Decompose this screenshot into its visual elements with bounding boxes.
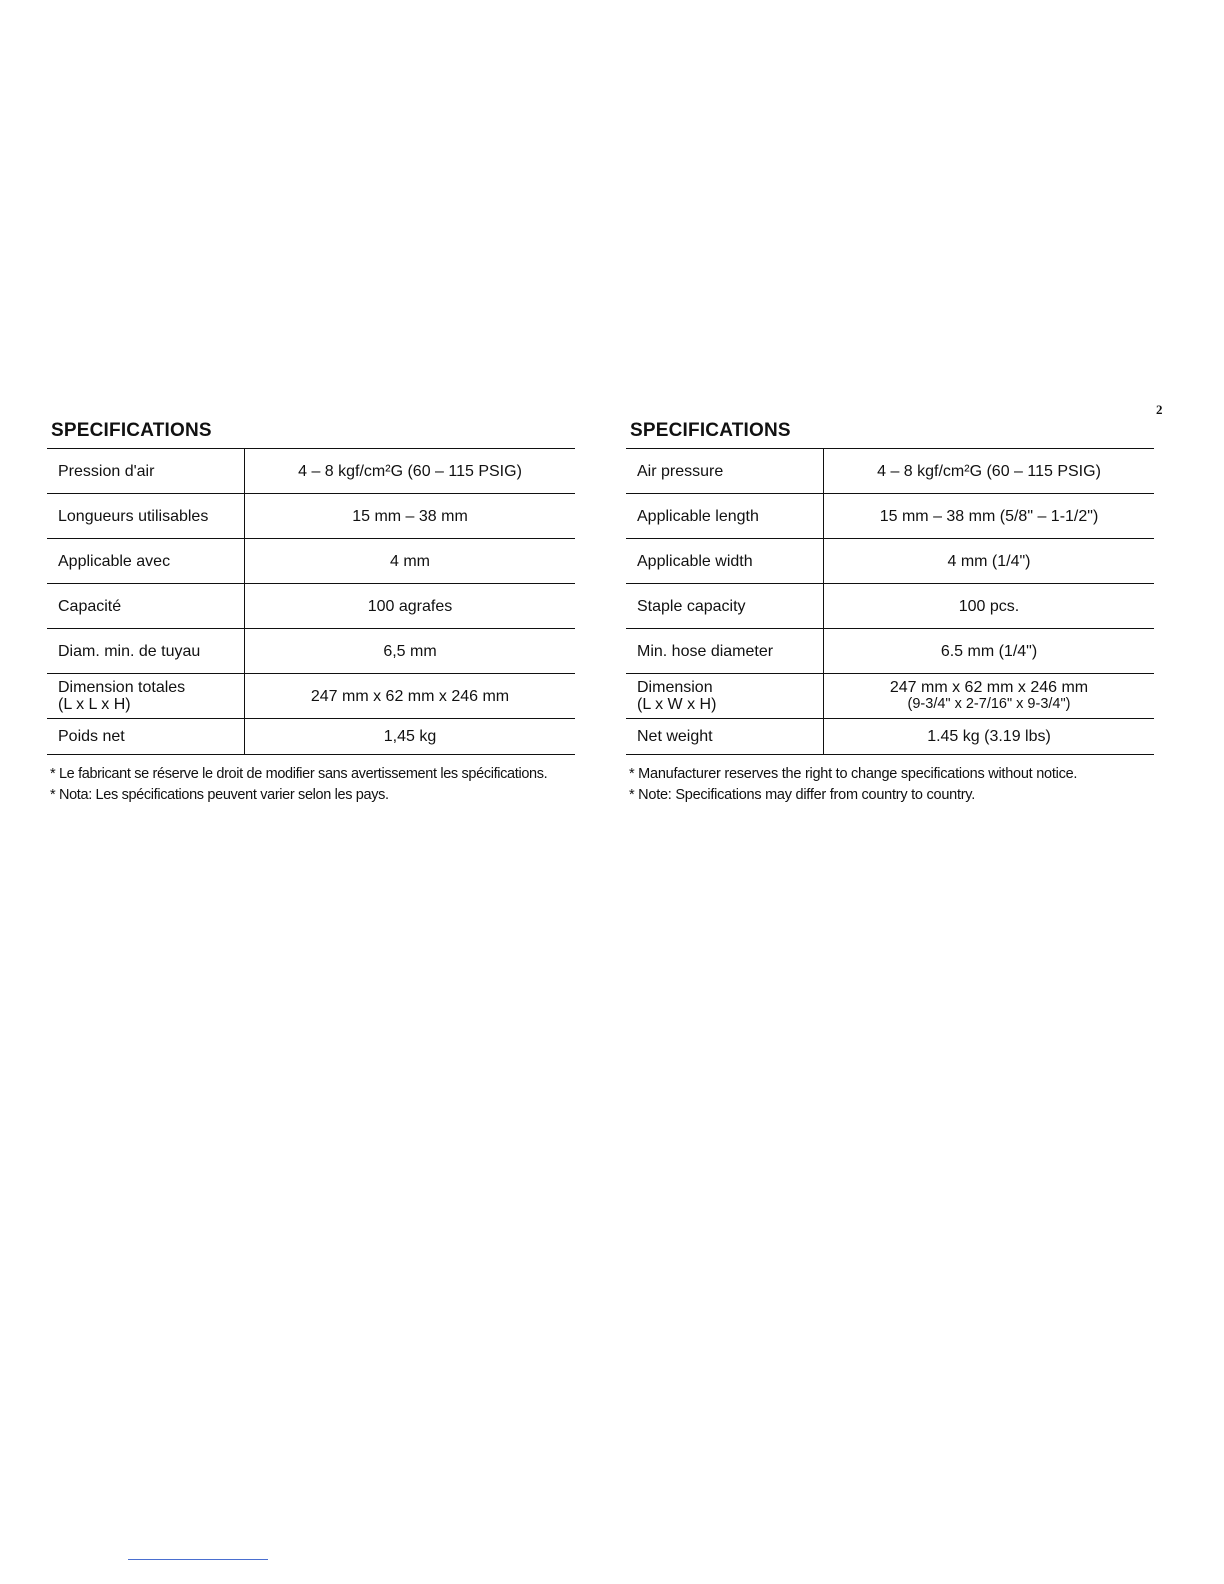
spec-label xyxy=(626,674,824,719)
table-row xyxy=(47,584,575,629)
spec-label-line: Dimension xyxy=(637,679,713,696)
spec-label: Capacité xyxy=(47,584,245,629)
table-row xyxy=(47,719,575,755)
footnotes xyxy=(47,764,575,806)
spec-value: 247 mm x 62 mm x 246 mm xyxy=(245,674,576,719)
spec-label xyxy=(47,674,245,719)
footnote: * Nota: Les spécifications peuvent varier selon les pays. xyxy=(50,787,389,803)
blue-divider-line xyxy=(128,1559,268,1560)
specifications-table xyxy=(47,448,575,755)
table-row xyxy=(626,584,1154,629)
spec-label: Net weight xyxy=(626,719,824,755)
page-number: 2 xyxy=(1156,402,1163,417)
spec-label-line: (L x L x H) xyxy=(58,696,131,713)
table-row xyxy=(626,539,1154,584)
french-specifications-section xyxy=(47,420,575,806)
spec-label-line: (L x W x H) xyxy=(637,696,717,713)
spec-value-line: 247 mm x 62 mm x 246 mm xyxy=(889,679,1089,696)
table-row xyxy=(47,449,575,494)
spec-value-line: (9-3/4" x 2-7/16" x 9-3/4") xyxy=(907,696,1071,712)
spec-label: Applicable avec xyxy=(47,539,245,584)
spec-value: 1,45 kg xyxy=(383,728,437,745)
specifications-table xyxy=(626,448,1154,755)
footnote: * Le fabricant se réserve le droit de modifier sans avertissement les spécifications. xyxy=(50,766,548,782)
table-row xyxy=(626,629,1154,674)
table-row xyxy=(47,494,575,539)
spec-value: 4 – 8 kgf/cm²G (60 – 115 PSIG) xyxy=(245,449,576,494)
spec-value: 4 mm (1/4") xyxy=(824,539,1155,584)
spec-value: 1.45 kg (3.19 lbs) xyxy=(927,728,1051,745)
table-row xyxy=(626,494,1154,539)
spec-label: Poids net xyxy=(47,719,245,755)
table-row xyxy=(47,629,575,674)
spec-value: 4 mm xyxy=(245,539,576,584)
spec-label-line: Dimension totales xyxy=(58,679,186,696)
spec-label: Pression d'air xyxy=(47,449,245,494)
footnotes xyxy=(626,764,1154,806)
spec-label: Min. hose diameter xyxy=(626,629,824,674)
table-row xyxy=(626,719,1154,755)
spec-label: Air pressure xyxy=(626,449,824,494)
spec-value: 15 mm – 38 mm xyxy=(245,494,576,539)
spec-label: Diam. min. de tuyau xyxy=(47,629,245,674)
spec-value: 6,5 mm xyxy=(245,629,576,674)
spec-value: 4 – 8 kgf/cm²G (60 – 115 PSIG) xyxy=(824,449,1155,494)
english-specifications-section xyxy=(626,420,1154,806)
table-row xyxy=(47,674,575,719)
table-row xyxy=(626,449,1154,494)
table-row xyxy=(626,674,1154,719)
spec-label: Applicable length xyxy=(626,494,824,539)
spec-value: 15 mm – 38 mm (5/8" – 1-1/2") xyxy=(824,494,1155,539)
spec-value: 6.5 mm (1/4") xyxy=(824,629,1155,674)
spec-value: 100 pcs. xyxy=(824,584,1155,629)
table-row xyxy=(47,539,575,584)
spec-value: 100 agrafes xyxy=(245,584,576,629)
section-title: SPECIFICATIONS xyxy=(630,420,791,441)
footnote: * Note: Specifications may differ from country to country. xyxy=(629,787,976,803)
spec-label: Longueurs utilisables xyxy=(47,494,245,539)
spec-value xyxy=(824,674,1155,719)
spec-label: Staple capacity xyxy=(626,584,824,629)
footnote: * Manufacturer reserves the right to change specifications without notice. xyxy=(629,766,1078,782)
section-title: SPECIFICATIONS xyxy=(51,420,212,441)
spec-label: Applicable width xyxy=(626,539,824,584)
